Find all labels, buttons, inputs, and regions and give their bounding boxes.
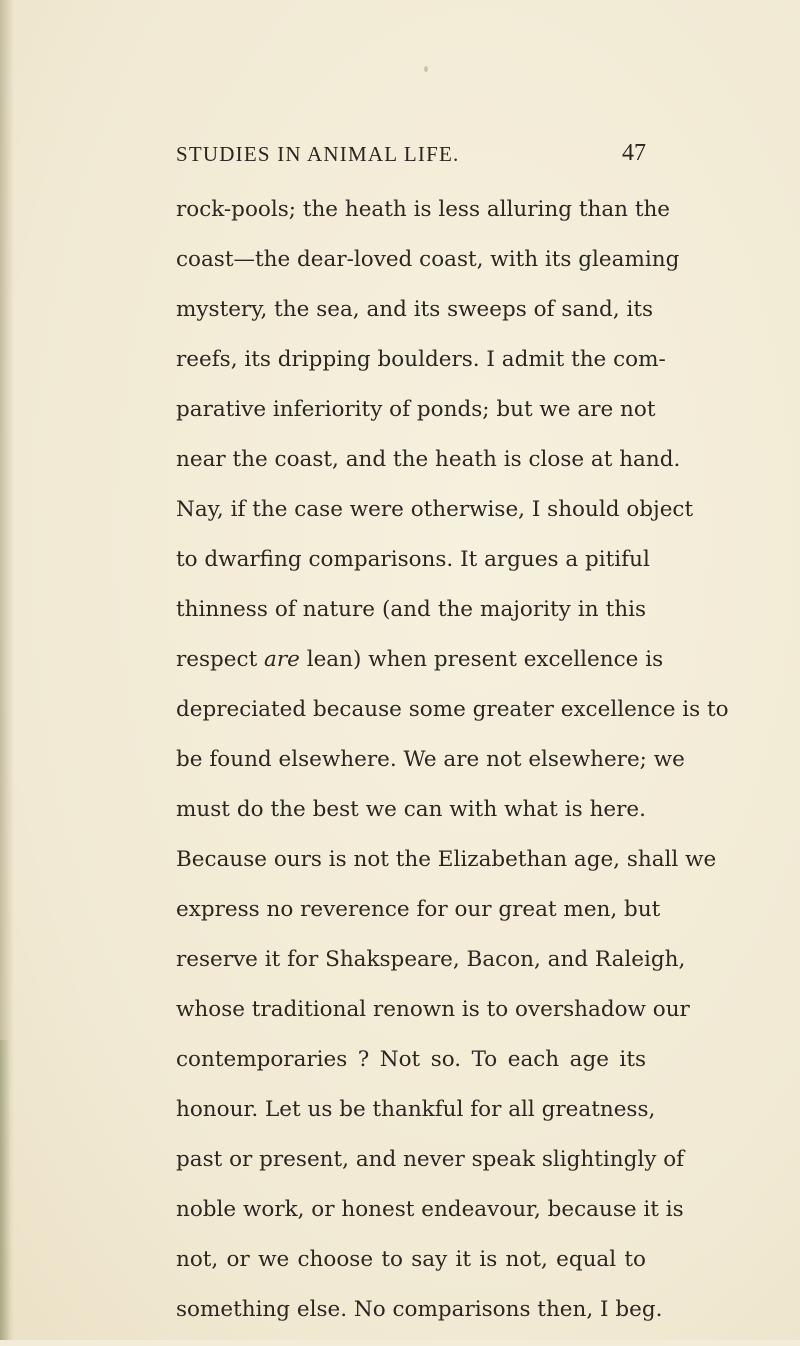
body-paragraph [176,196,729,1346]
text-segment: respect [176,647,265,672]
text-line: honour. Let us be thankful for all greatness, [176,1097,656,1122]
text-line: thinness of nature (and the majority in this [176,597,646,622]
text-line: something else. No comparisons then, I beg. [176,1297,663,1322]
text-line: near the coast, and the heath is close at hand. [176,447,681,472]
text-line: reserve it for Shakspeare, Bacon, and Raleigh, [176,947,686,972]
text-line: not, or we choose to say it is not, equal to [176,1247,646,1272]
running-title: STUDIES IN ANIMAL LIFE. [176,142,460,166]
text-line: reefs, its dripping boulders. I admit the com- [176,347,666,372]
text-line: Nay, if the case were otherwise, I should object [176,497,694,522]
text-line: express no reverence for our great men, but [176,897,661,922]
text-line: past or present, and never speak slightingly of [176,1147,685,1172]
text-line: mystery, the sea, and its sweeps of sand, its [176,297,654,322]
paper-speck [424,66,428,72]
text-line: contemporaries ? Not so. To each age its [176,1047,646,1072]
text-line: noble work, or honest endeavour, because it is [176,1197,684,1222]
page-number: 47 [622,140,646,166]
text-line: must do the best we can with what is here. [176,797,646,822]
text-line: be found elsewhere. We are not elsewhere; we [176,747,685,772]
text-line: whose traditional renown is to overshadow our [176,997,690,1022]
text-line: Because ours is not the Elizabethan age, shall we [176,847,717,872]
page-edge-stain [0,1040,10,1340]
text-line: rock-pools; the heath is less alluring than the [176,197,671,222]
running-head [176,136,646,176]
text-line-with-emphasis [176,646,664,696]
text-line: parative inferiority of ponds; but we are not [176,397,656,422]
text-line: coast—the dear-loved coast, with its gleaming [176,247,680,272]
text-line: depreciated because some greater excellence is to [176,697,729,722]
text-line: to dwarfing comparisons. It argues a pitiful [176,547,650,572]
text-segment: lean) when present excellence is [299,647,664,672]
emphasized-word: are [264,647,300,672]
